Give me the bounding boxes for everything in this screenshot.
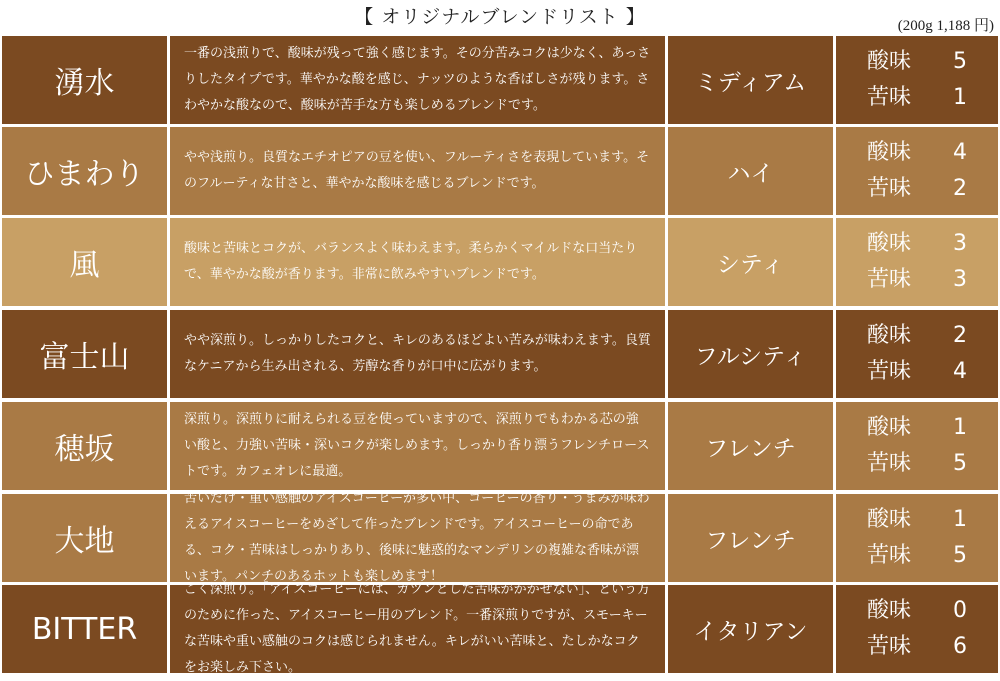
acidity-label: 酸味 <box>867 598 912 623</box>
taste-profile <box>836 218 998 306</box>
acidity-label: 酸味 <box>867 231 912 256</box>
bitterness-label: 苦味 <box>867 359 912 384</box>
taste-profile <box>836 494 998 582</box>
table-row <box>0 127 1000 215</box>
acidity-value: 1 <box>953 415 967 440</box>
roast-level: フルシティ <box>668 310 833 398</box>
blend-description: 一番の浅煎りで、酸味が残って強く感じます。その分苦みコクは少なく、あっさりしたタイプです。華やかな酸を感じ、ナッツのような香ばしさが残ります。さわやかな酸なので、酸味が苦手な方も楽しめるブレンドです。 <box>170 36 665 124</box>
bitterness-value: 6 <box>953 634 967 659</box>
bitterness-value: 4 <box>953 359 967 384</box>
bitterness-label: 苦味 <box>867 543 912 568</box>
taste-profile <box>836 36 998 124</box>
blend-name: 富士山 <box>2 310 167 398</box>
taste-profile <box>836 402 998 490</box>
blend-description: 深煎り。深煎りに耐えられる豆を使っていますので、深煎りでもわかる芯の強い酸と、力強い苦味・深いコクが楽しめます。しっかり香り漂うフレンチローストです。カフェオレに最適。 <box>170 402 665 490</box>
bitterness-value: 1 <box>953 85 967 110</box>
blend-description: 酸味と苦味とコクが、バランスよく味わえます。柔らかくマイルドな口当たりで、華やかな酸が香ります。非常に飲みやすいブレンドです。 <box>170 218 665 306</box>
table-row <box>0 491 1000 584</box>
bitterness-label: 苦味 <box>867 267 912 292</box>
table-row <box>0 36 1000 124</box>
table-row <box>0 218 1000 306</box>
table-row <box>0 582 1000 675</box>
blend-description: やや浅煎り。良質なエチオピアの豆を使い、フルーティさを表現しています。そのフルーティな甘さと、華やかな酸味を感じるブレンドです。 <box>170 127 665 215</box>
blend-name: BITTER <box>2 585 167 673</box>
bitterness-label: 苦味 <box>867 634 912 659</box>
bitterness-value: 5 <box>953 451 967 476</box>
acidity-value: 3 <box>953 231 967 256</box>
blend-name: ひまわり <box>2 127 167 215</box>
blend-name: 湧水 <box>2 36 167 124</box>
blend-description: やや深煎り。しっかりしたコクと、キレのあるほどよい苦みが味わえます。良質なケニアから生み出される、芳醇な香りが口中に広がります。 <box>170 310 665 398</box>
bitterness-label: 苦味 <box>867 451 912 476</box>
blend-description: 苦いだけ・重い感触のアイスコーヒーが多い中、コーヒーの香り・うまみが味わえるアイスコーヒーをめざして作ったブレンドです。アイスコーヒーの命である、コク・苦味はしっかりあり、後味に魅惑的なマンデリンの複雑な香味が漂います。パンチのあるホットも楽しめます！ <box>170 494 665 582</box>
bitterness-value: 3 <box>953 267 967 292</box>
roast-level: フレンチ <box>668 402 833 490</box>
bitterness-value: 5 <box>953 543 967 568</box>
acidity-value: 1 <box>953 507 967 532</box>
acidity-label: 酸味 <box>867 140 912 165</box>
blend-name: 風 <box>2 218 167 306</box>
roast-level: ミディアム <box>668 36 833 124</box>
price-note: (200g 1,188 円) <box>897 18 994 34</box>
taste-profile <box>836 310 998 398</box>
taste-profile <box>836 127 998 215</box>
acidity-value: 5 <box>953 49 967 74</box>
roast-level: イタリアン <box>668 585 833 673</box>
bitterness-label: 苦味 <box>867 176 912 201</box>
table-row <box>0 310 1000 398</box>
acidity-value: 2 <box>953 323 967 348</box>
roast-level: ハイ <box>668 127 833 215</box>
list-title: 【 オリジナルブレンドリスト 】 <box>354 6 646 28</box>
blend-name: 穂坂 <box>2 402 167 490</box>
blend-name: 大地 <box>2 494 167 582</box>
table-row <box>0 402 1000 490</box>
acidity-value: 0 <box>953 598 967 623</box>
acidity-label: 酸味 <box>867 507 912 532</box>
acidity-label: 酸味 <box>867 323 912 348</box>
roast-level: シティ <box>668 218 833 306</box>
blend-description: ごく深煎り。「アイスコーヒーには、ガツンとした苦味がかかせない」、という方のために作った、アイスコーヒー用のブレンド。一番深煎りですが、スモーキーな苦味や重い感触のコクは感じられません。キレがいい苦味と、たしかなコクをお楽しみ下さい。 <box>170 585 665 673</box>
acidity-value: 4 <box>953 140 967 165</box>
acidity-label: 酸味 <box>867 415 912 440</box>
taste-profile <box>836 585 998 673</box>
bitterness-label: 苦味 <box>867 85 912 110</box>
roast-level: フレンチ <box>668 494 833 582</box>
acidity-label: 酸味 <box>867 49 912 74</box>
bitterness-value: 2 <box>953 176 967 201</box>
